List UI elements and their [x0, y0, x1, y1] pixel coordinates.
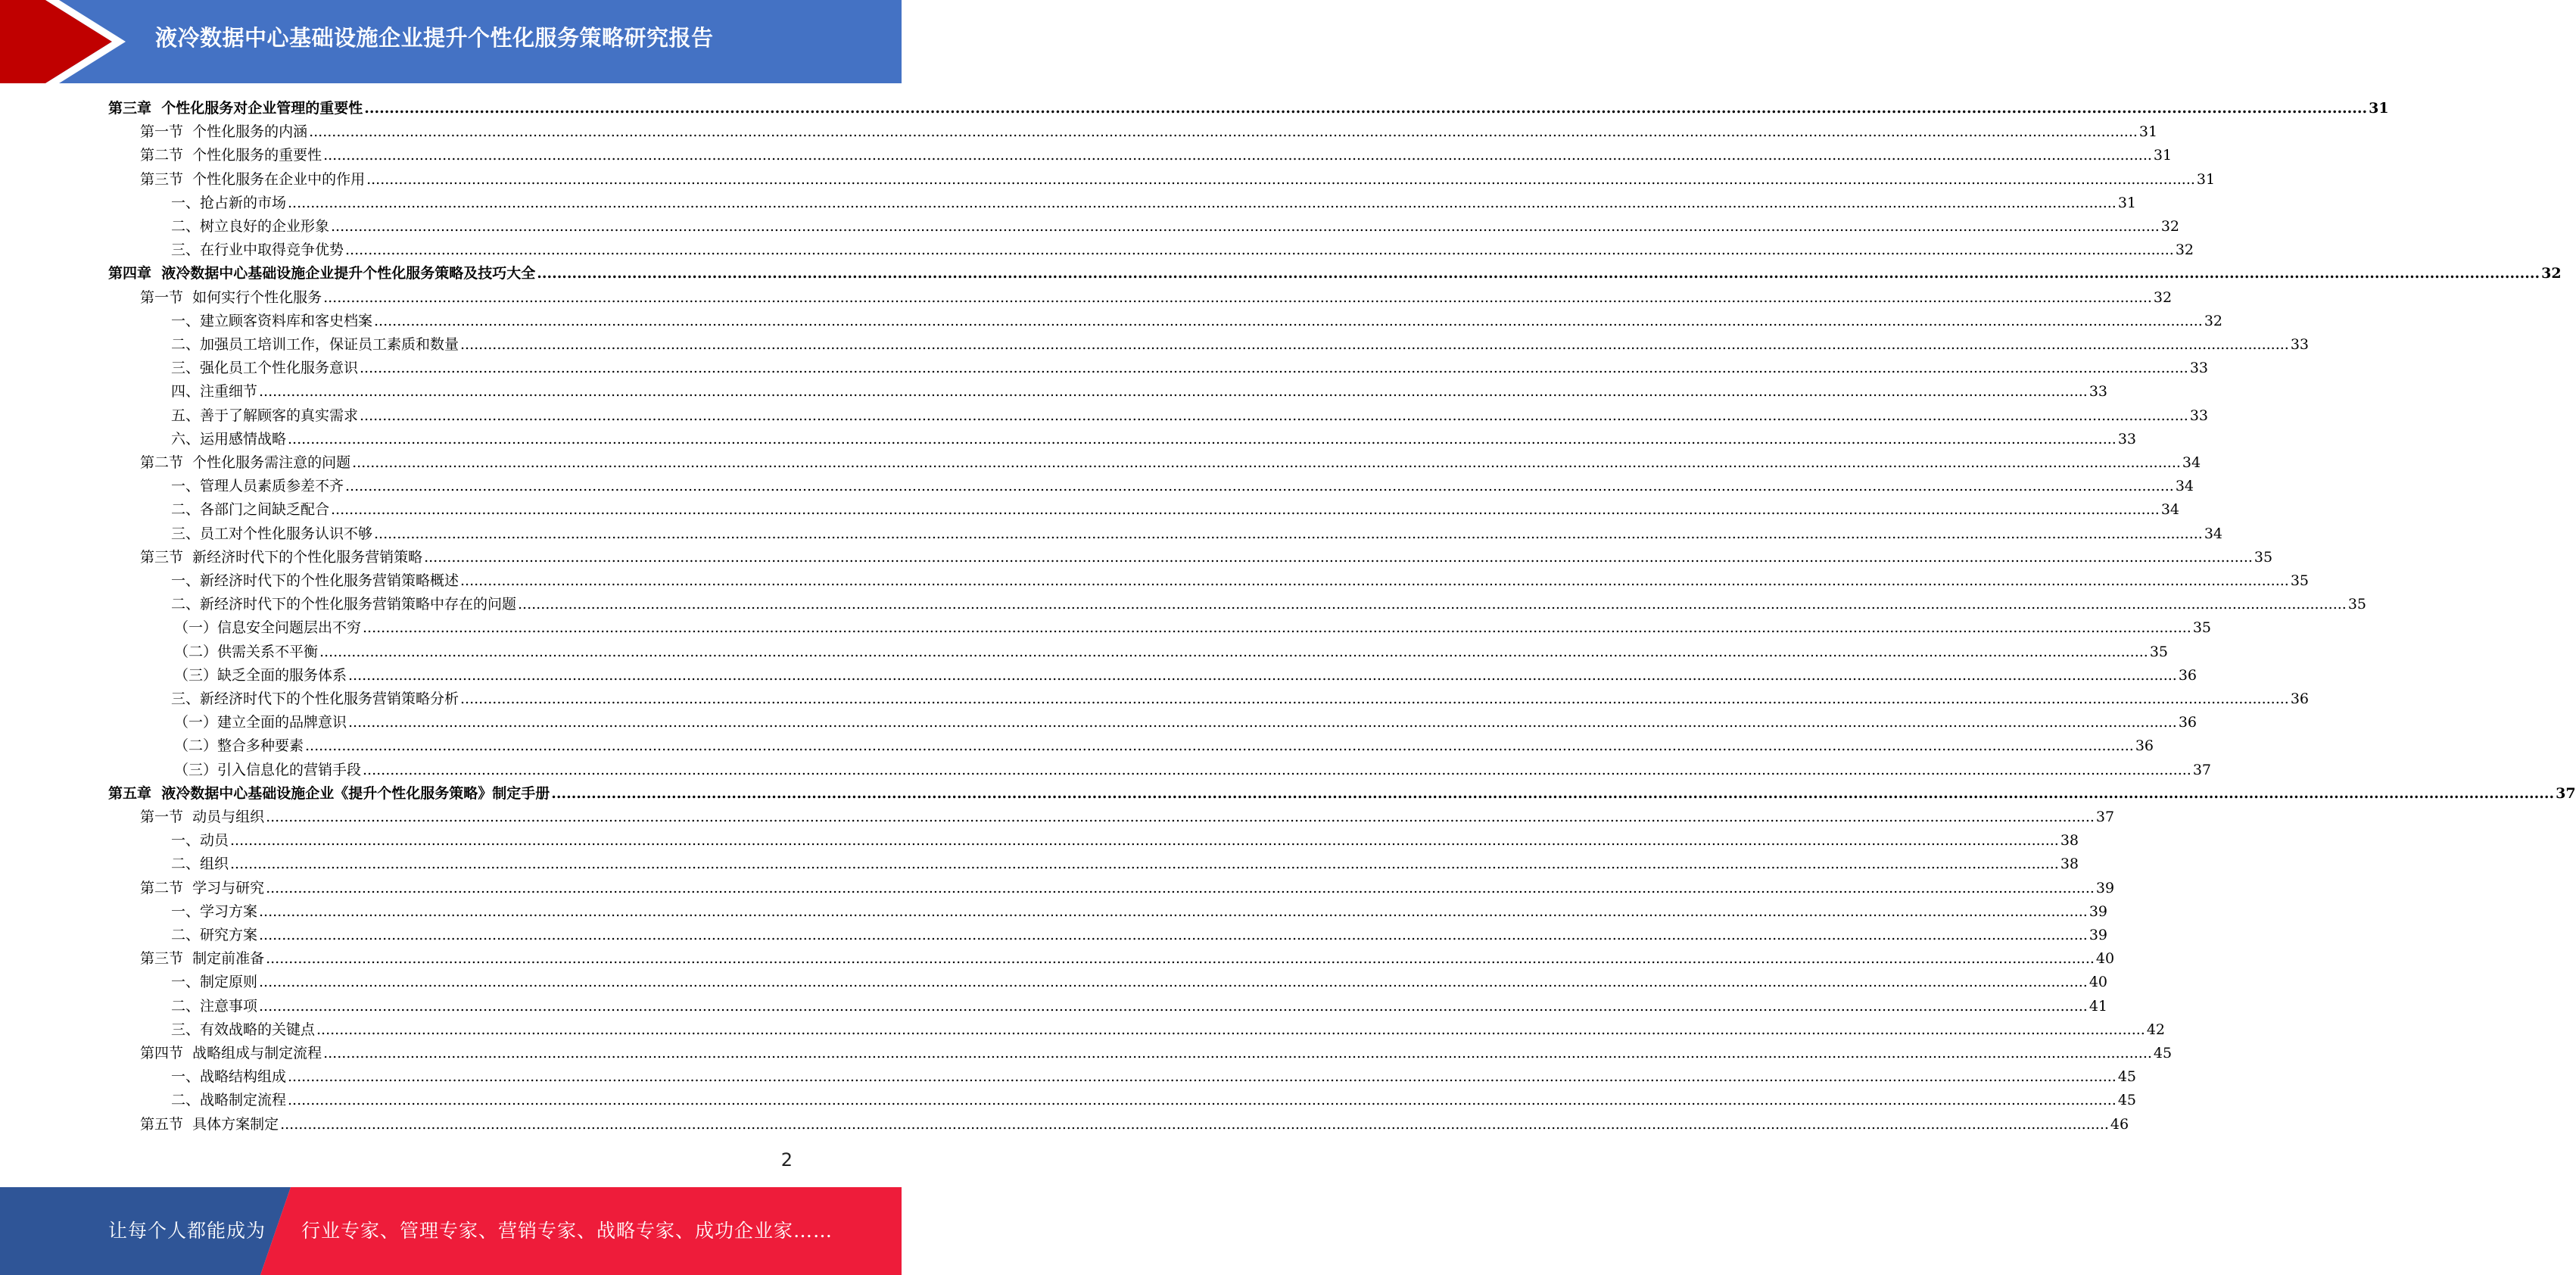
toc-leader-dots: ................................................................................................................................................................................................................................................................................................................................................................................................................	[288, 430, 2117, 447]
toc-leader-dots: ................................................................................................................................................................................................................................................................................................................................................................................................................	[305, 737, 2134, 755]
toc-entry-label: 三、新经济时代下的个性化服务营销策略分析	[171, 690, 459, 707]
toc-entry-label: 第一节 个性化服务的内涵	[140, 123, 308, 141]
toc-leader-dots: ................................................................................................................................................................................................................................................................................................................................................................................................................	[259, 902, 2088, 920]
toc-leader-dots: ................................................................................................................................................................................................................................................................................................................................................................................................................	[345, 242, 2174, 259]
toc-entry[interactable]	[171, 569, 2310, 592]
toc-entry-label: 第一节 如何实行个性化服务	[140, 288, 322, 306]
toc-entry-label: 二、研究方案	[171, 927, 258, 943]
toc-entry-label: 六、运用感情战略	[171, 430, 287, 447]
toc-entry-label: 第二节 个性化服务需注意的问题	[140, 454, 351, 471]
toc-leader-dots: ................................................................................................................................................................................................................................................................................................................................................................................................................	[460, 336, 2289, 353]
toc-entry[interactable]	[140, 168, 2216, 191]
toc-entry-label: 一、战略结构组成	[171, 1068, 287, 1086]
toc-entry-page: 46	[2110, 1115, 2129, 1133]
toc-entry[interactable]	[171, 215, 2180, 238]
toc-entry-label: 第四章 液冷数据中心基础设施企业提升个性化服务策略及技巧大全	[108, 265, 536, 282]
toc-entry-page: 39	[2089, 927, 2108, 943]
toc-entry-page: 34	[2204, 525, 2223, 542]
toc-entry-label: 第三节 个性化服务在企业中的作用	[140, 170, 366, 188]
toc-entry-page: 40	[2089, 974, 2108, 991]
toc-leader-dots: ................................................................................................................................................................................................................................................................................................................................................................................................................	[323, 288, 2152, 306]
toc-entry-label: 第三章 个性化服务对企业管理的重要性	[108, 100, 363, 117]
toc-entry[interactable]	[171, 1065, 2137, 1088]
toc-entry-label: 二、各部门之间缺乏配合	[171, 501, 330, 519]
toc-entry[interactable]	[171, 900, 2108, 923]
toc-entry-label: 第一节 动员与组织	[140, 809, 265, 825]
toc-entry-page: 36	[2178, 714, 2198, 731]
toc-entry[interactable]	[174, 759, 2212, 781]
toc-entry-label: 二、新经济时代下的个性化服务营销策略中存在的问题	[171, 596, 517, 613]
toc-entry[interactable]	[171, 1018, 2166, 1041]
toc-leader-dots: ................................................................................................................................................................................................................................................................................................................................................................................................................	[288, 1068, 2117, 1086]
toc-entry-label: 第三节 新经济时代下的个性化服务营销策略	[140, 548, 423, 566]
toc-entry[interactable]	[140, 120, 2158, 143]
toc-leader-dots: ................................................................................................................................................................................................................................................................................................................................................................................................................	[374, 312, 2203, 329]
toc-entry-label: 一、建立顾客资料库和客史档案	[171, 312, 373, 329]
toc-entry[interactable]	[108, 782, 2576, 805]
toc-entry-page: 34	[2182, 454, 2201, 471]
toc-entry[interactable]	[140, 806, 2115, 828]
toc-leader-dots: ................................................................................................................................................................................................................................................................................................................................................................................................................	[280, 1115, 2109, 1133]
toc-entry-page: 45	[2117, 1068, 2137, 1086]
toc-entry[interactable]	[140, 451, 2201, 474]
toc-entry-page: 31	[2153, 147, 2173, 164]
toc-entry-page: 37	[2556, 784, 2576, 802]
toc-entry[interactable]	[140, 1113, 2129, 1136]
toc-entry[interactable]	[171, 238, 2194, 261]
toc-entry[interactable]	[171, 1089, 2137, 1111]
toc-entry-page: 32	[2153, 288, 2173, 306]
toc-entry[interactable]	[171, 593, 2367, 616]
toc-leader-dots: ................................................................................................................................................................................................................................................................................................................................................................................................................	[266, 809, 2095, 825]
toc-leader-dots: ................................................................................................................................................................................................................................................................................................................................................................................................................	[352, 454, 2181, 471]
toc-entry-page: 31	[2117, 194, 2137, 211]
toc-leader-dots: ................................................................................................................................................................................................................................................................................................................................................................................................................	[374, 525, 2203, 542]
toc-leader-dots: ................................................................................................................................................................................................................................................................................................................................................................................................................	[331, 218, 2160, 235]
toc-entry-page: 33	[2089, 383, 2108, 401]
toc-leader-dots: ................................................................................................................................................................................................................................................................................................................................................................................................................	[424, 548, 2253, 566]
toc-entry-label: （一）建立全面的品牌意识	[174, 714, 347, 731]
toc-entry-label: （三）引入信息化的营销手段	[174, 761, 362, 778]
toc-entry[interactable]	[171, 995, 2108, 1018]
toc-leader-dots: ................................................................................................................................................................................................................................................................................................................................................................................................................	[537, 265, 2540, 282]
toc-entry-label: 第五章 液冷数据中心基础设施企业《提升个性化服务策略》制定手册	[108, 784, 550, 802]
toc-leader-dots: ................................................................................................................................................................................................................................................................................................................................................................................................................	[266, 879, 2095, 896]
toc-entry[interactable]	[108, 97, 2389, 120]
toc-entry-label: 一、动员	[171, 832, 229, 849]
toc-entry-label: 四、注重细节	[171, 383, 258, 401]
toc-entry-page: 36	[2135, 737, 2154, 755]
toc-entry-page: 36	[2178, 666, 2198, 684]
toc-entry-page: 32	[2175, 242, 2194, 259]
toc-leader-dots: ................................................................................................................................................................................................................................................................................................................................................................................................................	[259, 974, 2088, 991]
toc-leader-dots: ................................................................................................................................................................................................................................................................................................................................................................................................................	[460, 690, 2289, 707]
toc-entry-label: 一、学习方案	[171, 902, 258, 920]
toc-entry-page: 36	[2290, 690, 2310, 707]
toc-entry-page: 37	[2192, 761, 2212, 778]
toc-entry[interactable]	[174, 616, 2212, 639]
toc-leader-dots: ................................................................................................................................................................................................................................................................................................................................................................................................................	[259, 997, 2088, 1015]
toc-entry[interactable]	[171, 498, 2180, 521]
toc-entry[interactable]	[174, 734, 2154, 757]
page-header	[0, 0, 902, 83]
toc-leader-dots: ................................................................................................................................................................................................................................................................................................................................................................................................................	[348, 714, 2177, 731]
toc-entry-label: 三、在行业中取得竞争优势	[171, 242, 344, 259]
toc-entry-label: 五、善于了解顾客的真实需求	[171, 407, 359, 424]
toc-leader-dots: ................................................................................................................................................................................................................................................................................................................................................................................................................	[363, 619, 2191, 637]
toc-entry[interactable]	[171, 475, 2194, 497]
toc-entry-page: 34	[2160, 501, 2180, 519]
toc-leader-dots: ................................................................................................................................................................................................................................................................................................................................................................................................................	[360, 407, 2188, 424]
toc-entry-label: （三）缺乏全面的服务体系	[174, 666, 347, 684]
toc-entry-label: 二、组织	[171, 856, 229, 873]
toc-entry-page: 45	[2117, 1092, 2137, 1109]
toc-entry-page: 33	[2290, 336, 2310, 353]
toc-entry-label: 一、抢占新的市场	[171, 194, 287, 211]
toc-entry-label: 二、战略制定流程	[171, 1092, 287, 1109]
toc-entry[interactable]	[140, 947, 2115, 970]
toc-leader-dots: ................................................................................................................................................................................................................................................................................................................................................................................................................	[259, 383, 2088, 401]
toc-entry-page: 35	[2290, 572, 2310, 589]
toc-leader-dots: ................................................................................................................................................................................................................................................................................................................................................................................................................	[551, 784, 2555, 802]
report-title: 液冷数据中心基础设施企业提升个性化服务策略研究报告	[155, 25, 714, 51]
footer-slogan-left: 让每个人都能成为	[108, 1220, 266, 1242]
toc-leader-dots: ................................................................................................................................................................................................................................................................................................................................................................................................................	[259, 927, 2088, 943]
toc-leader-dots: ................................................................................................................................................................................................................................................................................................................................................................................................................	[331, 501, 2160, 519]
toc-entry[interactable]	[171, 924, 2108, 946]
page-footer	[0, 1187, 902, 1275]
toc-leader-dots: ................................................................................................................................................................................................................................................................................................................................................................................................................	[348, 666, 2177, 684]
toc-entry[interactable]	[171, 310, 2223, 332]
toc-leader-dots: ................................................................................................................................................................................................................................................................................................................................................................................................................	[266, 950, 2095, 968]
toc-entry[interactable]	[140, 144, 2173, 167]
toc-entry-label: 二、注意事项	[171, 997, 258, 1015]
toc-entry-page: 35	[2254, 548, 2273, 566]
toc-leader-dots: ................................................................................................................................................................................................................................................................................................................................................................................................................	[323, 1045, 2152, 1061]
toc-entry-label: 一、新经济时代下的个性化服务营销策略概述	[171, 572, 459, 589]
toc-entry-label: 三、强化员工个性化服务意识	[171, 360, 359, 377]
toc-leader-dots: ................................................................................................................................................................................................................................................................................................................................................................................................................	[360, 360, 2188, 377]
toc-entry-label: 一、制定原则	[171, 974, 258, 991]
toc-leader-dots: ................................................................................................................................................................................................................................................................................................................................................................................................................	[319, 643, 2148, 660]
toc-entry[interactable]	[174, 664, 2198, 687]
toc-entry-label: 第五节 具体方案制定	[140, 1115, 279, 1133]
toc-entry[interactable]	[108, 262, 2562, 285]
toc-entry-page: 38	[2060, 832, 2079, 849]
toc-entry-label: （一）信息安全问题层出不穷	[174, 619, 362, 637]
toc-entry-page: 32	[2204, 312, 2223, 329]
toc-entry-label: 第三节 制定前准备	[140, 950, 265, 968]
toc-leader-dots: ................................................................................................................................................................................................................................................................................................................................................................................................................	[460, 572, 2289, 589]
toc-leader-dots: ................................................................................................................................................................................................................................................................................................................................................................................................................	[288, 194, 2117, 211]
toc-entry-label: （二）供需关系不平衡	[174, 643, 319, 660]
toc-entry-label: 三、员工对个性化服务认识不够	[171, 525, 373, 542]
toc-leader-dots: ................................................................................................................................................................................................................................................................................................................................................................................................................	[364, 100, 2368, 117]
toc-entry[interactable]	[171, 687, 2310, 710]
toc-entry-page: 39	[2095, 879, 2115, 896]
toc-entry[interactable]	[140, 1042, 2173, 1065]
toc-entry-page: 33	[2189, 407, 2209, 424]
toc-entry-page: 35	[2149, 643, 2169, 660]
toc-entry[interactable]	[171, 357, 2209, 379]
toc-leader-dots: ................................................................................................................................................................................................................................................................................................................................................................................................................	[230, 832, 2059, 849]
toc-entry[interactable]	[171, 192, 2137, 214]
toc-leader-dots: ................................................................................................................................................................................................................................................................................................................................................................................................................	[316, 1021, 2145, 1038]
toc-leader-dots: ................................................................................................................................................................................................................................................................................................................................................................................................................	[518, 596, 2347, 613]
toc-entry-page: 31	[2196, 170, 2216, 188]
footer-slogan-right: 行业专家、管理专家、营销专家、战略专家、成功企业家……	[301, 1220, 833, 1242]
toc-leader-dots: ................................................................................................................................................................................................................................................................................................................................................................................................................	[309, 123, 2138, 141]
toc-entry[interactable]	[140, 546, 2273, 569]
toc-entry-page: 31	[2138, 123, 2158, 141]
toc-entry-label: （二）整合多种要素	[174, 737, 304, 755]
toc-entry[interactable]	[171, 428, 2137, 450]
toc-entry[interactable]	[140, 877, 2115, 899]
toc-entry-page: 35	[2192, 619, 2212, 637]
toc-entry-page: 39	[2089, 902, 2108, 920]
toc-entry-label: 第二节 学习与研究	[140, 879, 265, 896]
toc-entry-page: 33	[2117, 430, 2137, 447]
toc-entry[interactable]	[171, 971, 2108, 993]
toc-leader-dots: ................................................................................................................................................................................................................................................................................................................................................................................................................	[230, 856, 2059, 873]
toc-entry-page: 41	[2089, 997, 2108, 1015]
toc-entry-page: 35	[2347, 596, 2367, 613]
toc-entry-label: 二、加强员工培训工作，保证员工素质和数量	[171, 336, 459, 353]
toc-entry-label: 三、有效战略的关键点	[171, 1021, 316, 1038]
toc-entry[interactable]	[171, 333, 2310, 356]
toc-entry-label: 第二节 个性化服务的重要性	[140, 147, 322, 164]
toc-entry-label: 二、树立良好的企业形象	[171, 218, 330, 235]
toc-entry-page: 45	[2153, 1045, 2173, 1061]
toc-leader-dots: ................................................................................................................................................................................................................................................................................................................................................................................................................	[363, 761, 2191, 778]
page-number: 2	[780, 1149, 793, 1171]
toc-leader-dots: ................................................................................................................................................................................................................................................................................................................................................................................................................	[366, 170, 2195, 188]
toc-entry[interactable]	[140, 286, 2173, 309]
toc-entry[interactable]	[171, 404, 2209, 427]
toc-entry-page: 31	[2369, 100, 2389, 117]
toc-leader-dots: ................................................................................................................................................................................................................................................................................................................................................................................................................	[288, 1092, 2117, 1109]
toc-entry[interactable]	[174, 641, 2169, 663]
toc-leader-dots: ................................................................................................................................................................................................................................................................................................................................................................................................................	[323, 147, 2152, 164]
toc-entry-page: 33	[2189, 360, 2209, 377]
toc-entry[interactable]	[171, 829, 2079, 852]
toc-entry-page: 32	[2541, 265, 2562, 282]
toc-entry-page: 37	[2095, 809, 2115, 825]
toc-entry-page: 38	[2060, 856, 2079, 873]
toc-entry-page: 40	[2095, 950, 2115, 968]
toc-entry-page: 34	[2175, 478, 2194, 495]
toc-entry-label: 一、管理人员素质参差不齐	[171, 478, 344, 495]
toc-entry[interactable]	[174, 711, 2198, 734]
toc-entry[interactable]	[171, 522, 2223, 545]
toc-entry[interactable]	[171, 853, 2079, 875]
toc-entry-label: 第四节 战略组成与制定流程	[140, 1045, 322, 1061]
toc-entry-page: 42	[2146, 1021, 2166, 1038]
toc-leader-dots: ................................................................................................................................................................................................................................................................................................................................................................................................................	[345, 478, 2174, 495]
toc-entry[interactable]	[171, 380, 2108, 403]
toc-entry-page: 32	[2160, 218, 2180, 235]
